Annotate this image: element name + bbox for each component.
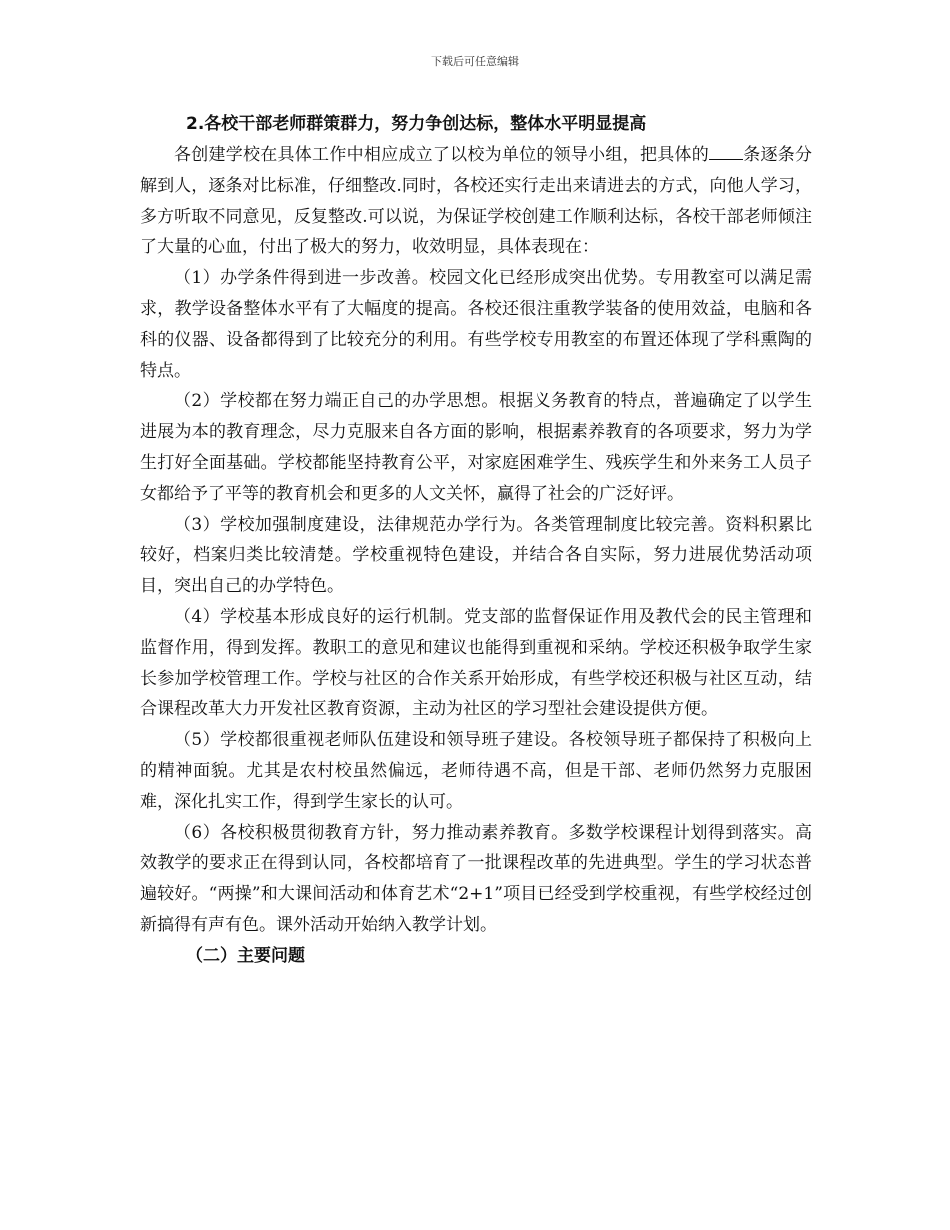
list-item-4: （4）学校基本形成良好的运行机制。党支部的监督保证作用及教代会的民主管理和监督作用，得到发挥。教职工的意见和建议也能得到重视和采纳。学校还积极争取学生家长参加学校管理工作。学校与社区的合作关系开始形成，有些学校还积极与社区互动，结合课程改革大力开发社区教育资源，主动为社区的学习型社会建设提供方便。 — [140, 606, 812, 720]
list-item-3: （3）学校加强制度建设，法律规范办学行为。各类管理制度比较完善。资料积累比较好，档案归类比较清楚。学校重视特色建设，并结合各自实际，努力进展优势活动项目，突出自己的办学特色。 — [140, 514, 812, 597]
intro-text-after-blank: 条逐条分解到人，逐条对比标准，仔细整改.同时，各校还实行走出来请进去的方式，向他人学习，多方听取不同意见，反复整改.可以说，为保证学校创建工作顺利达标，各校干部老师倾注了大量的心血，付出了极大的努力，收效明显，具体表现在： — [140, 145, 813, 258]
document-body — [140, 108, 812, 971]
list-item-1: （1）办学条件得到进一步改善。校园文化已经形成突出优势。专用教室可以满足需求，教学设备整体水平有了大幅度的提高。各校还很注重教学装备的使用效益，电脑和各科的仪器、设备都得到了比较充分的利用。有些学校专用教室的布置还体现了学科熏陶的特点。 — [140, 268, 812, 381]
intro-paragraph — [140, 140, 812, 263]
list-item-2: （2）学校都在努力端正自己的办学思想。根据义务教育的特点，普遍确定了以学生进展为本的教育理念，尽力克服来自各方面的影响，根据素养教育的各项要求，努力为学生打好全面基础。学校都能坚持教育公平，对家庭困难学生、残疾学生和外来务工人员子女都给予了平等的教育机会和更多的人文关怀，赢得了社会的广泛好评。 — [140, 391, 812, 504]
list-item-5: （5）学校都很重视老师队伍建设和领导班子建设。各校领导班子都保持了积极向上的精神面貌。尤其是农村校虽然偏远，老师待遇不高，但是干部、老师仍然努力克服困难，深化扎实工作，得到学生家长的认可。 — [140, 730, 812, 812]
subsection-heading: （二）主要问题 — [186, 945, 305, 966]
intro-text-before-blank: 各创建学校在具体工作中相应成立了以校为单位的领导小组，把具体的 — [174, 145, 709, 165]
list-item-6: （6）各校积极贯彻教育方针，努力推动素养教育。多数学校课程计划得到落实。高效教学的要求正在得到认同，各校都培育了一批课程改革的先进典型。学生的学习状态普遍较好。“两操”和大课间活动和体育艺术“2+1”项目已经受到学校重视，有些学校经过创新搞得有声有色。课外活动开始纳入教学计划。 — [140, 822, 812, 935]
section-heading: 2.各校干部老师群策群力，努力争创达标，整体水平明显提高 — [186, 114, 647, 134]
header-note: 下载后可任意编辑 — [431, 55, 519, 68]
fill-in-blank — [709, 145, 743, 160]
